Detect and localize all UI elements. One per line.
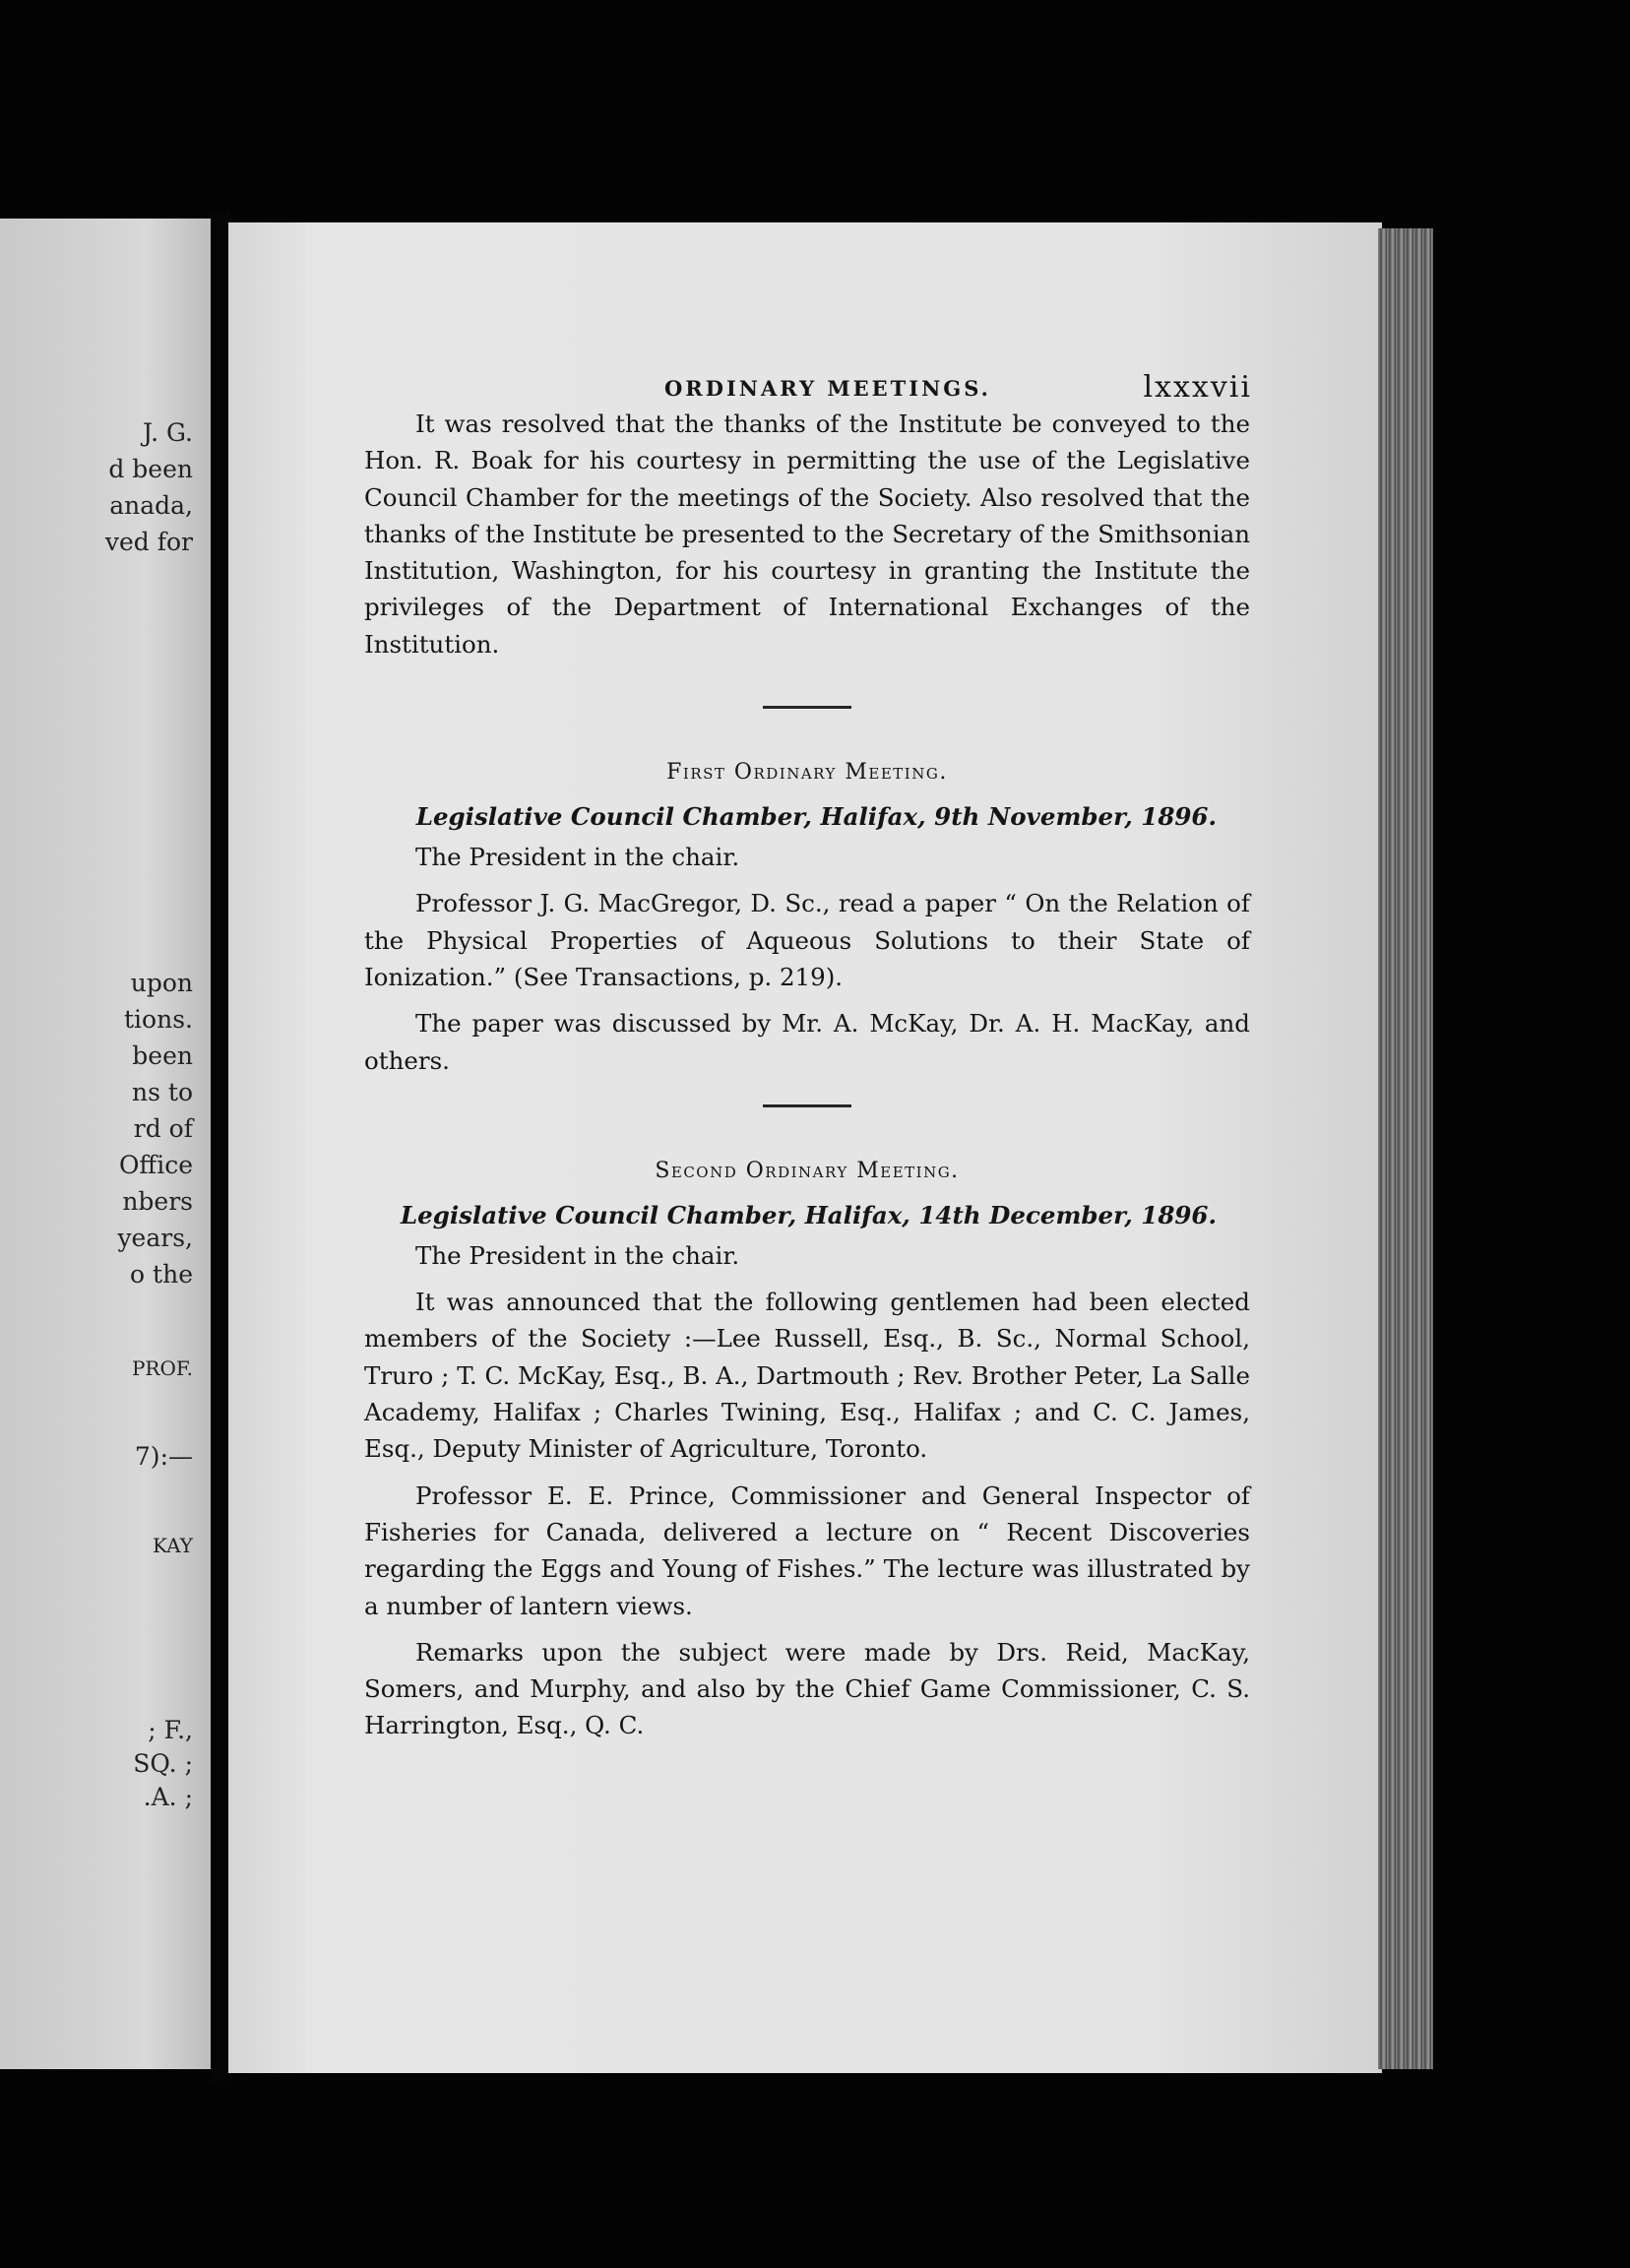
section-divider	[763, 706, 851, 709]
left-fragment-line: ; F.,	[148, 1716, 193, 1744]
first-meeting-title: First Ordinary Meeting.	[666, 760, 948, 786]
left-fragment-line: o the	[130, 1260, 193, 1289]
page-edges	[1378, 228, 1433, 2069]
left-fragment-line: PROF.	[131, 1356, 193, 1380]
running-title: ORDINARY MEETINGS.	[664, 376, 991, 401]
left-fragment-line: been	[132, 1041, 193, 1070]
second-meeting-remarks: Remarks upon the subject were made by Drs. Reid, MacKay, Somers, and Murphy, and also by the Chief Game Commissioner, C. S. Harrington, Esq., Q. C.	[364, 1637, 1250, 1740]
left-fragment-line: ns to	[132, 1078, 193, 1106]
first-meeting-paper: Professor J. G. MacGregor, D. Sc., read a paper “ On the Relation of the Physical Properties of Aqueous Solutions to their State of Ionization.” (See Transactions, p. 219).	[364, 889, 1250, 991]
running-header	[364, 364, 1250, 408]
left-fragment-line: nbers	[122, 1187, 193, 1216]
first-meeting-venue: Legislative Council Chamber, Halifax, 9th November, 1896.	[415, 802, 1217, 832]
second-meeting-chair: The President in the chair.	[415, 1240, 740, 1270]
left-fragment-line: rd of	[133, 1114, 193, 1143]
page-number: lxxxvii	[1143, 370, 1252, 405]
left-fragment-line: anada,	[109, 491, 193, 520]
left-fragment-line: Office	[118, 1151, 193, 1179]
left-fragment-line: .A. ;	[143, 1783, 193, 1811]
left-fragment-line: ved for	[104, 528, 193, 556]
left-fragment-line: KAY	[153, 1534, 193, 1557]
second-meeting-lecture: Professor E. E. Prince, Commissioner and General Inspector of Fisheries for Canada, delivered a lecture on “ Recent Discoveries regarding the Eggs and Young of Fishes.” The lecture was illustrated by a number of lantern views.	[364, 1480, 1250, 1620]
second-meeting-venue: Legislative Council Chamber, Halifax, 14th December, 1896.	[400, 1200, 1217, 1229]
previous-page-fragment	[0, 219, 211, 2069]
second-meeting-members: It was announced that the following gentlemen had been elected members of the Society :—Lee Russell, Esq., B. Sc., Normal School, Truro ; T. C. McKay, Esq., B. A., Dartmouth ; Rev. Brother Peter, La Salle Academy, Halifax ; Charles Twining, Esq., Halifax ; and C. C. James, Esq., Deputy Minister of Agriculture, Toronto.	[364, 1288, 1250, 1464]
first-meeting-chair: The President in the chair.	[415, 843, 740, 872]
left-fragment-line: upon	[130, 969, 193, 997]
left-fragment-line: J. G.	[142, 418, 193, 447]
left-fragment-line: tions.	[124, 1005, 193, 1034]
book-gutter	[211, 212, 230, 2082]
section-divider	[763, 1104, 851, 1107]
intro-paragraph: It was resolved that the thanks of the Institute be conveyed to the Hon. R. Boak for his courtesy in permitting the use of the Legislative Council Chamber for the meetings of the Society. Also resolved that the thanks of the Institute be presented to the Secretary of the Smithsonian Institution, Washington, for his courtesy in granting the Institute the privileges of the Department of International Exchanges of the Institution.	[364, 410, 1250, 659]
left-fragment-line: d been	[108, 455, 193, 483]
left-fragment-line: SQ. ;	[133, 1749, 193, 1778]
left-fragment-line: 7):—	[134, 1442, 193, 1471]
second-meeting-title: Second Ordinary Meeting.	[655, 1158, 960, 1183]
left-fragment-line: years,	[117, 1224, 193, 1252]
first-meeting-discussion: The paper was discussed by Mr. A. McKay, Dr. A. H. MacKay, and others.	[364, 1009, 1250, 1075]
page-content	[364, 364, 1250, 1744]
